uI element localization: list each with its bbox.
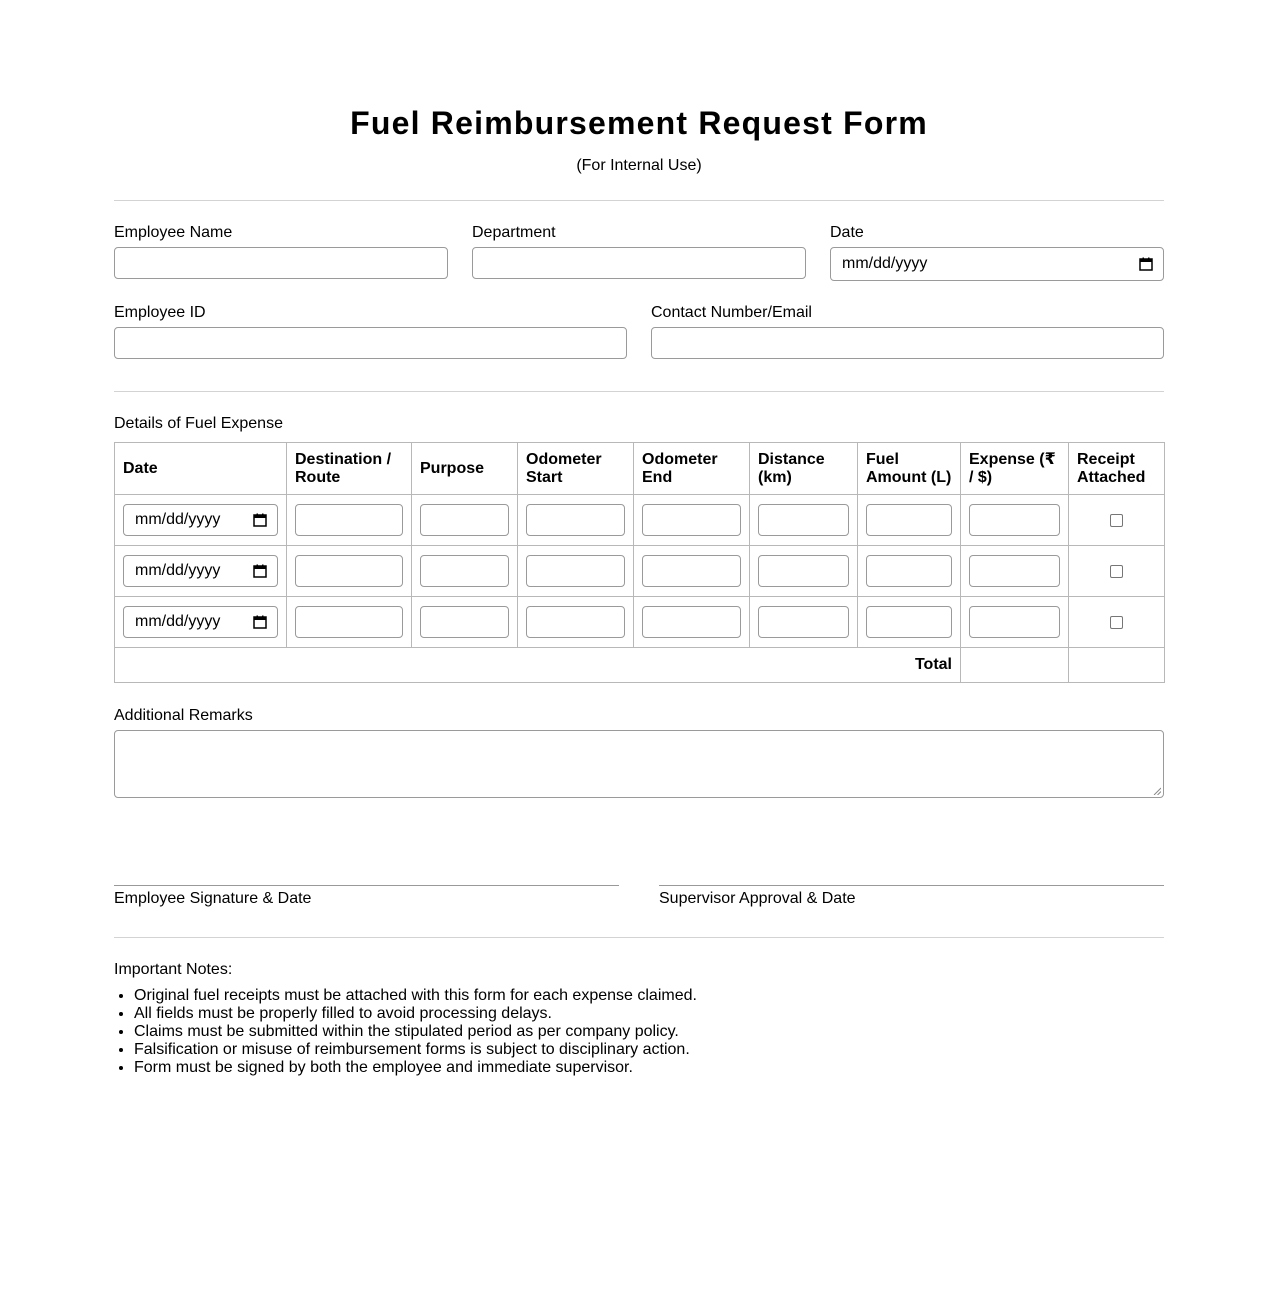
divider [114, 391, 1164, 392]
odometer-end-input[interactable] [642, 504, 741, 536]
table-row [115, 546, 1165, 597]
column-header-date: Date [115, 443, 287, 495]
calendar-icon[interactable] [253, 513, 267, 527]
notes-title: Important Notes: [114, 961, 233, 978]
divider [114, 937, 1164, 938]
supervisor-signature-line [659, 885, 1164, 886]
destination-input[interactable] [295, 606, 403, 638]
row-date-placeholder: mm/dd/yyyy [135, 511, 221, 528]
column-header-destination: Destination / Route [287, 443, 412, 495]
calendar-icon[interactable] [253, 615, 267, 629]
list-item: • Claims must be submitted within the stipulated period as per company policy. [134, 1023, 697, 1041]
column-header-odometer-start: Odometer Start [518, 443, 634, 495]
contact-input[interactable] [651, 327, 1164, 359]
page-subtitle: (For Internal Use) [576, 157, 702, 174]
date-placeholder: mm/dd/yyyy [842, 255, 928, 272]
date-label: Date [830, 224, 864, 241]
destination-input[interactable] [295, 504, 403, 536]
odometer-start-input[interactable] [526, 555, 625, 587]
destination-input[interactable] [295, 555, 403, 587]
expense-table [114, 442, 1165, 683]
notes-list [114, 987, 697, 1077]
purpose-input[interactable] [420, 504, 509, 536]
distance-input[interactable] [758, 555, 849, 587]
employee-signature-line [114, 885, 619, 886]
table-header-row [115, 443, 1165, 495]
row-date-placeholder: mm/dd/yyyy [135, 613, 221, 630]
employee-id-label: Employee ID [114, 304, 206, 321]
calendar-icon[interactable] [253, 564, 267, 578]
distance-input[interactable] [758, 606, 849, 638]
expense-input[interactable] [969, 555, 1060, 587]
total-expense-cell [961, 648, 1069, 683]
receipt-checkbox[interactable] [1110, 514, 1123, 527]
distance-input[interactable] [758, 504, 849, 536]
table-row [115, 597, 1165, 648]
expense-section-heading: Details of Fuel Expense [114, 415, 283, 432]
odometer-start-input[interactable] [526, 504, 625, 536]
total-row [115, 648, 1165, 683]
supervisor-signature-label: Supervisor Approval & Date [659, 890, 856, 907]
remarks-label: Additional Remarks [114, 707, 253, 724]
row-date-placeholder: mm/dd/yyyy [135, 562, 221, 579]
employee-id-input[interactable] [114, 327, 627, 359]
column-header-expense: Expense (₹ / $) [961, 443, 1069, 495]
resize-handle-icon[interactable] [1153, 787, 1161, 795]
expense-input[interactable] [969, 504, 1060, 536]
column-header-fuel-amount: Fuel Amount (L) [858, 443, 961, 495]
page-title: Fuel Reimbursement Request Form [350, 105, 928, 141]
purpose-input[interactable] [420, 606, 509, 638]
receipt-checkbox[interactable] [1110, 565, 1123, 578]
table-row [115, 495, 1165, 546]
odometer-end-input[interactable] [642, 555, 741, 587]
calendar-icon[interactable] [1139, 257, 1153, 271]
fuel-amount-input[interactable] [866, 504, 952, 536]
fuel-amount-input[interactable] [866, 606, 952, 638]
divider [114, 200, 1164, 201]
receipt-checkbox[interactable] [1110, 616, 1123, 629]
employee-name-input[interactable] [114, 247, 448, 279]
column-header-purpose: Purpose [412, 443, 518, 495]
department-input[interactable] [472, 247, 806, 279]
employee-name-label: Employee Name [114, 224, 233, 241]
list-item: • Original fuel receipts must be attached with this form for each expense claimed. [134, 987, 697, 1005]
column-header-receipt: Receipt Attached [1069, 443, 1165, 495]
purpose-input[interactable] [420, 555, 509, 587]
row-date-input[interactable] [123, 555, 278, 587]
expense-input[interactable] [969, 606, 1060, 638]
row-date-input[interactable] [123, 504, 278, 536]
fuel-amount-input[interactable] [866, 555, 952, 587]
list-item: • All fields must be properly filled to avoid processing delays. [134, 1005, 697, 1023]
list-item: • Form must be signed by both the employee and immediate supervisor. [134, 1059, 697, 1077]
contact-label: Contact Number/Email [651, 304, 812, 321]
total-receipt-cell [1069, 648, 1165, 683]
row-date-input[interactable] [123, 606, 278, 638]
department-label: Department [472, 224, 556, 241]
list-item: • Falsification or misuse of reimbursement forms is subject to disciplinary action. [134, 1041, 697, 1059]
odometer-end-input[interactable] [642, 606, 741, 638]
column-header-distance: Distance (km) [750, 443, 858, 495]
odometer-start-input[interactable] [526, 606, 625, 638]
employee-signature-label: Employee Signature & Date [114, 890, 312, 907]
total-label: Total [115, 648, 961, 683]
remarks-textarea[interactable] [114, 730, 1164, 798]
date-input[interactable] [830, 247, 1164, 281]
column-header-odometer-end: Odometer End [634, 443, 750, 495]
